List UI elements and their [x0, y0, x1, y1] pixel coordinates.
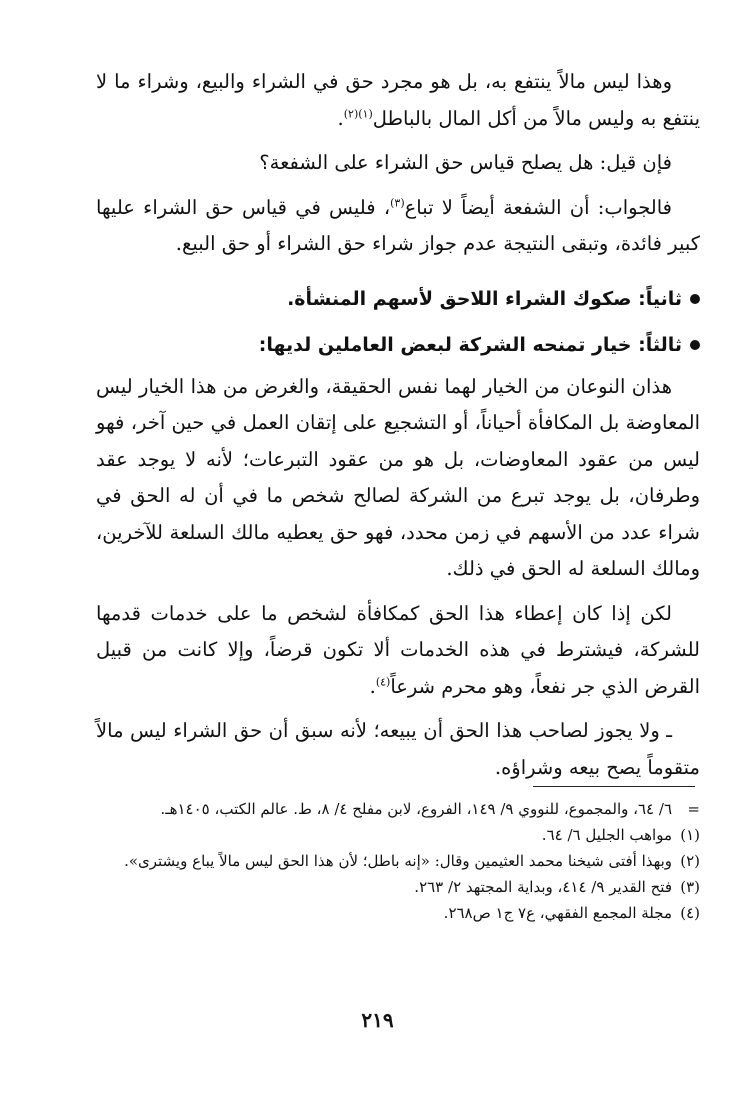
paragraph-1-text: وهذا ليس مالاً ينتفع به، بل هو مجرد حق في الشراء والبيع، وشراء ما لا ينتفع به وليس مالاً من أكل المال بالباطل	[96, 70, 700, 130]
paragraph-1	[96, 64, 700, 137]
paragraph-2: فإن قيل: هل يصلح قياس حق الشراء على الشفعة؟	[259, 151, 672, 174]
paragraph-3-text-b: ، فليس في قياس حق الشراء عليها كبير فائدة، وتبقى النتيجة عدم جواز شراء حق الشراء أو حق البيع.	[96, 195, 700, 255]
footnote-number: (١)	[680, 826, 700, 844]
paragraph-3-text-a: فالجواب: أن الشفعة أيضاً لا تباع	[404, 195, 672, 219]
section-heading-3-text: ثالثاً: خيار تمنحه الشركة لبعض العاملين لديها:	[258, 333, 682, 356]
page-number: ٢١٩	[361, 1008, 394, 1032]
paragraph-4: هذان النوعان من الخيار لهما نفس الحقيقة، والغرض من هذا الخيار ليس المعاوضة بل المكافأة أحياناً، أو التشجيع على إتقان العمل في حين آخر، فهو ليس من عقود المعاوضات، بل هو من عقود التبرعات؛ لأنه لا يوجد عقد وطرفان، بل يوجد تبرع من الشركة لصالح شخص ما في أن له الحق في شراء عدد من الأسهم في زمن محدد، فهو حق يعطيه مالك السلعة للآخرين، ومالك السلعة له الحق في ذلك.	[96, 374, 700, 580]
bullet-icon	[690, 294, 700, 304]
section-heading-2-text: ثانياً: صكوك الشراء اللاحق لأسهم المنشأة.	[287, 287, 682, 310]
footnote-text: فتح القدير ٩/ ٤١٤، وبداية المجتهد ٢/ ٢٦٣.	[414, 878, 672, 896]
paragraph-5-end: .	[369, 674, 376, 698]
page-body	[96, 64, 700, 786]
footnote-text: مجلة المجمع الفقهي، ع٧ ج١ ص٢٦٨.	[443, 904, 672, 922]
footnote-text: ٦/ ٦٤، والمجموع، للنووي ٩/ ١٤٩، الفروع، لابن مفلح ٤/ ٨، ط. عالم الكتب، ١٤٠٥هـ.	[160, 800, 672, 818]
footnote-divider	[533, 786, 695, 787]
footnote-item	[96, 796, 700, 822]
section-heading-3	[96, 327, 700, 363]
footnote-number: =	[687, 800, 700, 818]
paragraph-6: ـ ولا يجوز لصاحب هذا الحق أن يبيعه؛ لأنه سبق أن حق الشراء ليس مالاً متقوماً يصح بيعه وشراؤه.	[96, 719, 700, 779]
footnote-ref-3[interactable]: (٣)	[390, 196, 405, 209]
footnote-item	[96, 874, 700, 900]
paragraph-1-end: .	[337, 106, 344, 130]
footnote-ref-1-2[interactable]: (١)(٢)	[343, 107, 373, 120]
footnote-text: مواهب الجليل ٦/ ٦٤.	[541, 826, 672, 844]
footnote-item	[96, 848, 700, 874]
paragraph-5-text: لكن إذا كان إعطاء هذا الحق كمكافأة لشخص ما على خدمات قدمها للشركة، فيشترط في هذه الخدمات ألا تكون قرضاً، وإلا كانت من قبيل القرض الذي جر نفعاً، وهو محرم شرعاً	[96, 601, 700, 698]
section-heading-2	[96, 281, 700, 317]
footnote-ref-4[interactable]: (٤)	[375, 675, 391, 688]
footnote-number: (٤)	[680, 904, 700, 922]
footnote-number: (٣)	[680, 878, 700, 896]
footnote-item	[96, 822, 700, 848]
paragraph-5	[96, 596, 700, 706]
bullet-icon	[690, 340, 700, 350]
footnote-number: (٢)	[680, 852, 700, 870]
footnote-item	[96, 900, 700, 926]
footnote-text: وبهذا أفتى شيخنا محمد العثيمين وقال: «إنه باطل؛ لأن هذا الحق ليس مالاً يباع ويشترى».	[124, 852, 672, 870]
paragraph-3	[96, 190, 700, 263]
footnotes	[96, 796, 700, 926]
